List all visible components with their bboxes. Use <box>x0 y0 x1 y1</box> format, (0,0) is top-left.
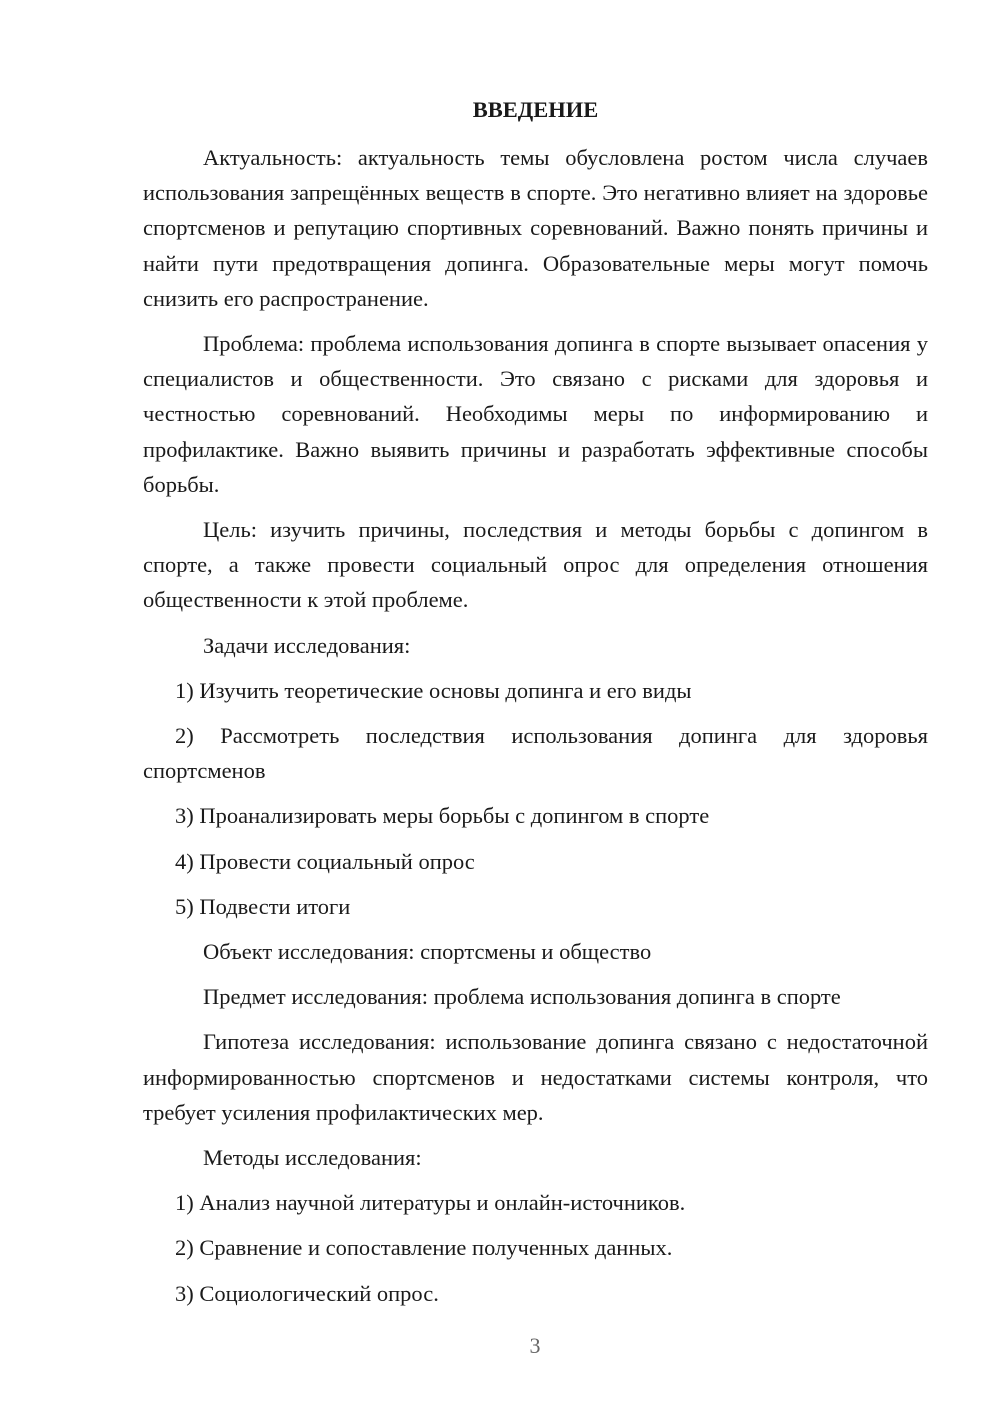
problem-paragraph: Проблема: проблема использования допинга в спорте вызывает опасения у специалистов и общественности. Это связано с рисками для здоровья и честностью соревнований. Необходимы меры по информированию и профилактике. Важно выявить причины и разработать эффективные способы борьбы. <box>143 331 928 497</box>
object-paragraph: Объект исследования: спортсмены и общество <box>203 939 652 965</box>
document-page <box>143 94 928 1311</box>
relevance-paragraph: Актуальность: актуальность темы обусловлена ростом числа случаев использования запрещённых веществ в спорте. Это негативно влияет на здоровье спортсменов и репутацию спортивных соревнований. Важно понять причины и найти пути предотвращения допинга. Образовательные меры могут помочь снизить его распространение. <box>143 145 928 311</box>
subject-paragraph: Предмет исследования: проблема использования допинга в спорте <box>203 984 841 1010</box>
goal-paragraph: Цель: изучить причины, последствия и методы борьбы с допингом в спорте, а также провести социальный опрос для определения отношения общественности к этой проблеме. <box>143 517 928 613</box>
task-item: 4) Провести социальный опрос <box>175 848 475 874</box>
task-item: 5) Подвести итоги <box>175 893 351 919</box>
task-item: 2) Рассмотреть последствия использования допинга для здоровья спортсменов <box>143 723 928 784</box>
task-item: 3) Проанализировать меры борьбы с допингом в спорте <box>175 803 710 829</box>
page-number: 3 <box>529 1333 541 1358</box>
method-item: 3) Социологический опрос. <box>175 1280 439 1306</box>
hypothesis-paragraph: Гипотеза исследования: использование допинга связано с недостаточной информированностью спортсменов и недостатками системы контроля, что требует усиления профилактических мер. <box>143 1029 928 1125</box>
methods-heading: Методы исследования: <box>203 1145 422 1171</box>
tasks-heading: Задачи исследования: <box>203 632 411 658</box>
task-item: 1) Изучить теоретические основы допинга и его виды <box>175 677 692 703</box>
section-title: ВВЕДЕНИЕ <box>472 97 599 122</box>
method-item: 2) Сравнение и сопоставление полученных данных. <box>175 1235 673 1261</box>
method-item: 1) Анализ научной литературы и онлайн-источников. <box>175 1190 686 1216</box>
